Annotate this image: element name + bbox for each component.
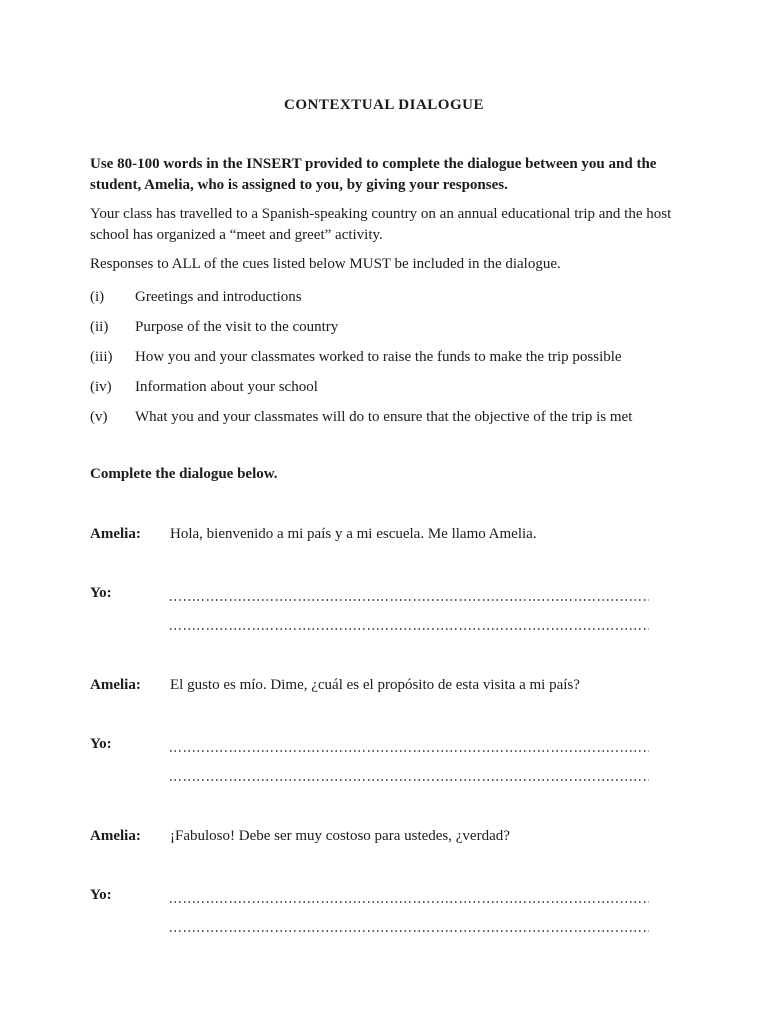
speaker-label: Amelia: xyxy=(90,828,141,844)
cue-item-4 xyxy=(90,377,678,398)
speaker-line: Hola, bienvenido a mi país y a mi escuela. Me llamo Amelia. xyxy=(170,526,537,542)
dialogue-row-yo-1 xyxy=(90,583,678,633)
speaker-line: ¡Fabuloso! Debe ser muy costoso para ustedes, ¿verdad? xyxy=(170,828,510,844)
cue-text: Purpose of the visit to the country xyxy=(135,319,339,335)
response-dotted-line xyxy=(170,612,655,633)
cue-text: Information about your school xyxy=(135,379,318,395)
dialogue-section xyxy=(90,524,678,935)
dialogue-row-yo-2 xyxy=(90,734,678,784)
dialogue-row-yo-3 xyxy=(90,885,678,935)
cue-text: Greetings and introductions xyxy=(135,289,302,305)
response-blanks xyxy=(170,734,678,784)
response-dotted-line xyxy=(170,734,655,755)
cue-text: How you and your classmates worked to raise the funds to make the trip possible xyxy=(135,349,622,365)
speaker-label: Amelia: xyxy=(90,526,141,542)
speaker-label: Yo: xyxy=(90,585,112,601)
scenario-paragraph: Your class has travelled to a Spanish-speaking country on an annual educational trip and the host school has organized a “meet and greet” activity. xyxy=(90,206,672,243)
response-dotted-line xyxy=(170,583,655,604)
cue-item-5 xyxy=(90,407,678,428)
response-dotted-line xyxy=(170,763,655,784)
cue-item-3 xyxy=(90,347,678,368)
cue-number: (iv) xyxy=(90,379,112,395)
cue-item-2 xyxy=(90,317,678,338)
cue-number: (iii) xyxy=(90,349,113,365)
cue-number: (v) xyxy=(90,409,108,425)
cue-number: (i) xyxy=(90,289,105,305)
dialogue-row-amelia-1 xyxy=(90,524,678,545)
instructions-paragraph: Use 80-100 words in the INSERT provided to complete the dialogue between you and the student, Amelia, who is assigned to you, by giving your responses. xyxy=(90,156,657,193)
cue-list xyxy=(90,287,678,428)
speaker-label: Amelia: xyxy=(90,677,141,693)
dialogue-row-amelia-2 xyxy=(90,675,678,696)
response-blanks xyxy=(170,885,678,935)
page-title: CONTEXTUAL DIALOGUE xyxy=(284,97,484,113)
speaker-label: Yo: xyxy=(90,887,112,903)
response-blanks xyxy=(170,583,678,633)
cue-item-1 xyxy=(90,287,678,308)
speaker-label: Yo: xyxy=(90,736,112,752)
response-dotted-line xyxy=(170,914,655,935)
response-dotted-line xyxy=(170,885,655,906)
cue-text: What you and your classmates will do to ensure that the objective of the trip is met xyxy=(135,409,633,425)
requirement-paragraph: Responses to ALL of the cues listed below MUST be included in the dialogue. xyxy=(90,256,561,272)
cue-number: (ii) xyxy=(90,319,109,335)
complete-dialogue-heading: Complete the dialogue below. xyxy=(90,466,278,482)
speaker-line: El gusto es mío. Dime, ¿cuál es el propósito de esta visita a mi país? xyxy=(170,677,580,693)
dialogue-row-amelia-3 xyxy=(90,826,678,847)
